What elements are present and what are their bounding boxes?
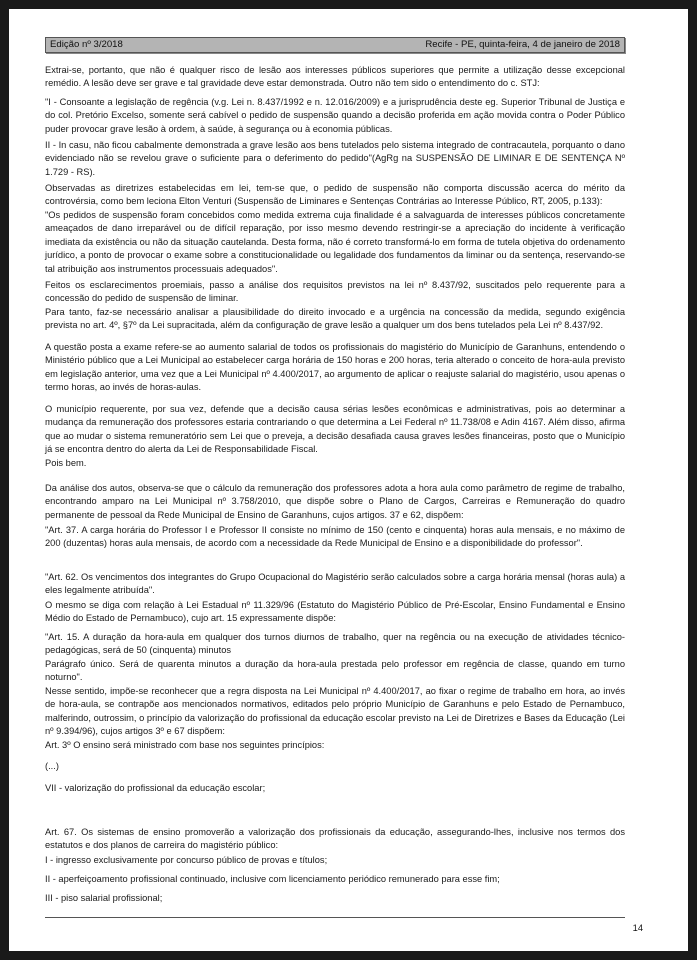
edition-label: Edição nº 3/2018 [50, 39, 123, 50]
quote-paragraph: Parágrafo único. Será de quarenta minutos a duração da hora-aula prestada pelo professor em regência de classe, quando em turno noturno". [45, 659, 625, 683]
paragraph: Pois bem. [45, 458, 87, 468]
quote-paragraph: "I - Consoante a legislação de regência (v.g. Lei n. 8.437/1992 e n. 12.016/2009) e a jurisprudência deste eg. Superior Tribunal de Justiça e do col. Pretório Excelso, somente será cabível o pedido de suspensão quando a decisão proferida em ação movida contra o Poder Público puder provocar grave lesão à ordem, à saúde, à segurança ou à economia públicas. [45, 97, 625, 134]
quote-paragraph: "Art. 15. A duração da hora-aula em qualquer dos turnos diurnos de trabalho, quer na regência ou na execução de atividades técnico-pedagógicas, será de 50 (cinquenta) minutos [45, 632, 625, 656]
quote-paragraph: "Art. 37. A carga horária do Professor I e Professor II consiste no mínimo de 150 (cento e cinquenta) horas aula mensais, e no máximo de 200 (duzentas) horas aula mensais, de acordo com a necessidade da Rede Municipal de Ensino e a disponibilidade do professor". [45, 525, 625, 549]
paragraph: Observadas as diretrizes estabelecidas em lei, tem-se que, o pedido de suspensão não comporta discussão acerca do mérito da controvérsia, como bem leciona Elton Venturi (Suspensão de Liminares e Sentenças Contrárias ao Interesse Público, RT, 2005, p.133): [45, 183, 625, 207]
paragraph: II - aperfeiçoamento profissional continuado, inclusive com licenciamento periódico remunerado para esse fim; [45, 874, 500, 884]
paragraph: (...) [45, 761, 59, 771]
paragraph: Nesse sentido, impõe-se reconhecer que a regra disposta na Lei Municipal nº 4.400/2017, ao fixar o regime de trabalho em hora, ao invés de hora-aula, se contrapõe aos mencionados normativos, editados pelo próprio Município de Garanhuns e pelo Estado de Pernambuco, malferindo, outrossim, o princípio da valorização do profissional da educação escolar previsto na Lei de Diretrizes e Bases da Educação (Lei nº 9.394/96), cujos artigos 3º e 67 dispõem: [45, 686, 625, 737]
paragraph: Da análise dos autos, observa-se que o cálculo da remuneração dos professores adota a hora aula como parâmetro de regime de trabalho, encontrando amparo na Lei Municipal nº 3.758/2010, que dispõe sobre o Plano de Cargos, Carreiras e Remuneração do quadro permanente de pessoal da Rede Municipal de Ensino de Garanhuns, cujos artigos. 37 e 62, dispõem: [45, 483, 625, 520]
quote-paragraph: II - In casu, não ficou cabalmente demonstrada a grave lesão aos bens tutelados pelo sistema integrado de contracautela, porquanto o dano evidenciado não se revelou grave o suficiente para o deferimento do pedido"(AgRg na SUSPENSÃO DE LIMINAR E DE SENTENÇA Nº 1.729 - RS). [45, 140, 625, 177]
paragraph: Feitos os esclarecimentos proemiais, passo a análise dos requisitos previstos na lei nº 8.437/92, suscitados pelo requerente para a concessão do pedido de suspensão de liminar. [45, 280, 625, 304]
quote-paragraph: "Art. 62. Os vencimentos dos integrantes do Grupo Ocupacional do Magistério serão calculados sobre a carga horária mensal (horas aula) a eles legalmente atribuída". [45, 572, 625, 596]
footer-divider [45, 917, 625, 918]
paragraph: Para tanto, faz-se necessário analisar a plausibilidade do direito invocado e a urgência na concessão da medida, segundo exigência prevista no art. 4º, §7º da Lei supracitada, além da configuração de grave lesão a qualquer um dos bens tutelados pela Lei nº 8.437/92. [45, 307, 625, 331]
page-number: 14 [632, 923, 643, 933]
paragraph: Art. 67. Os sistemas de ensino promoverão a valorização dos profissionais da educação, assegurando-lhes, inclusive nos termos dos estatutos e dos planos de carreira do magistério público: [45, 827, 625, 851]
paragraph: Art. 3º O ensino será ministrado com base nos seguintes princípios: [45, 740, 325, 750]
paragraph: O município requerente, por sua vez, defende que a decisão causa sérias lesões econômicas e administrativas, pois ao determinar a mudança da remuneração dos professores estaria contrariando o que determina a Lei Federal nº 11.738/08 e Adin 4167. Além disso, afirma que ao mudar o sistema remuneratório sem Lei que o preveja, a decisão desafiada causa graves lesões financeiras, posto que o Município já se encontra dentro do alerta da Lei de Responsabilidade Fiscal. [45, 404, 625, 455]
quote-paragraph: "Os pedidos de suspensão foram concebidos como medida extrema cuja finalidade é a salvaguarda de interesses públicos concretamente ameaçados de dano irreparável ou de difícil reparação, por isso mesmo devendo restringir-se a apreciação do incidente à verificação imediata da existência ou não da situação cautelanda. Desta forma, não é correto transformá-lo em forma de tutela objetiva do ordenamento jurídico, a ponto de provocar o exame sobre a constitucionalidade ou legalidade dos fundamentos da liminar ou da sentença, reservando-se tal atribuição aos instrumentos processuais adequados". [45, 210, 625, 274]
page-header-bar [45, 37, 625, 53]
paragraph: I - ingresso exclusivamente por concurso público de provas e títulos; [45, 855, 328, 865]
paragraph: O mesmo se diga com relação à Lei Estadual nº 11.329/96 (Estatuto do Magistério Público de Pré-Escolar, Ensino Fundamental e Ensino Médio do Estado de Pernambuco), cujo art. 15 expressamente dispõe: [45, 600, 625, 624]
paragraph: A questão posta a exame refere-se ao aumento salarial de todos os profissionais do magistério do Município de Garanhuns, entendendo o Ministério público que a Lei Municipal ao estabelecer carga horária de 150 horas e 200 horas, teria alterado o conceito de hora-aula previsto em legislação anterior, uma vez que a Lei Municipal nº 4.400/2017, ao argumento de aplicar o reajuste salarial do magistério, usou apenas o termo horas, ao invés de horas-aulas. [45, 342, 625, 393]
place-date-label: Recife - PE, quinta-feira, 4 de janeiro de 2018 [425, 39, 620, 50]
paragraph: III - piso salarial profissional; [45, 893, 163, 903]
document-page [9, 9, 688, 951]
paragraph: Extrai-se, portanto, que não é qualquer risco de lesão aos interesses públicos superiores que permite a utilização desse excepcional remédio. A lesão deve ser grave e tal gravidade deve estar demonstrada. Outro não tem sido o entendimento do c. STJ: [45, 65, 625, 89]
paragraph: VII - valorização do profissional da educação escolar; [45, 783, 266, 793]
